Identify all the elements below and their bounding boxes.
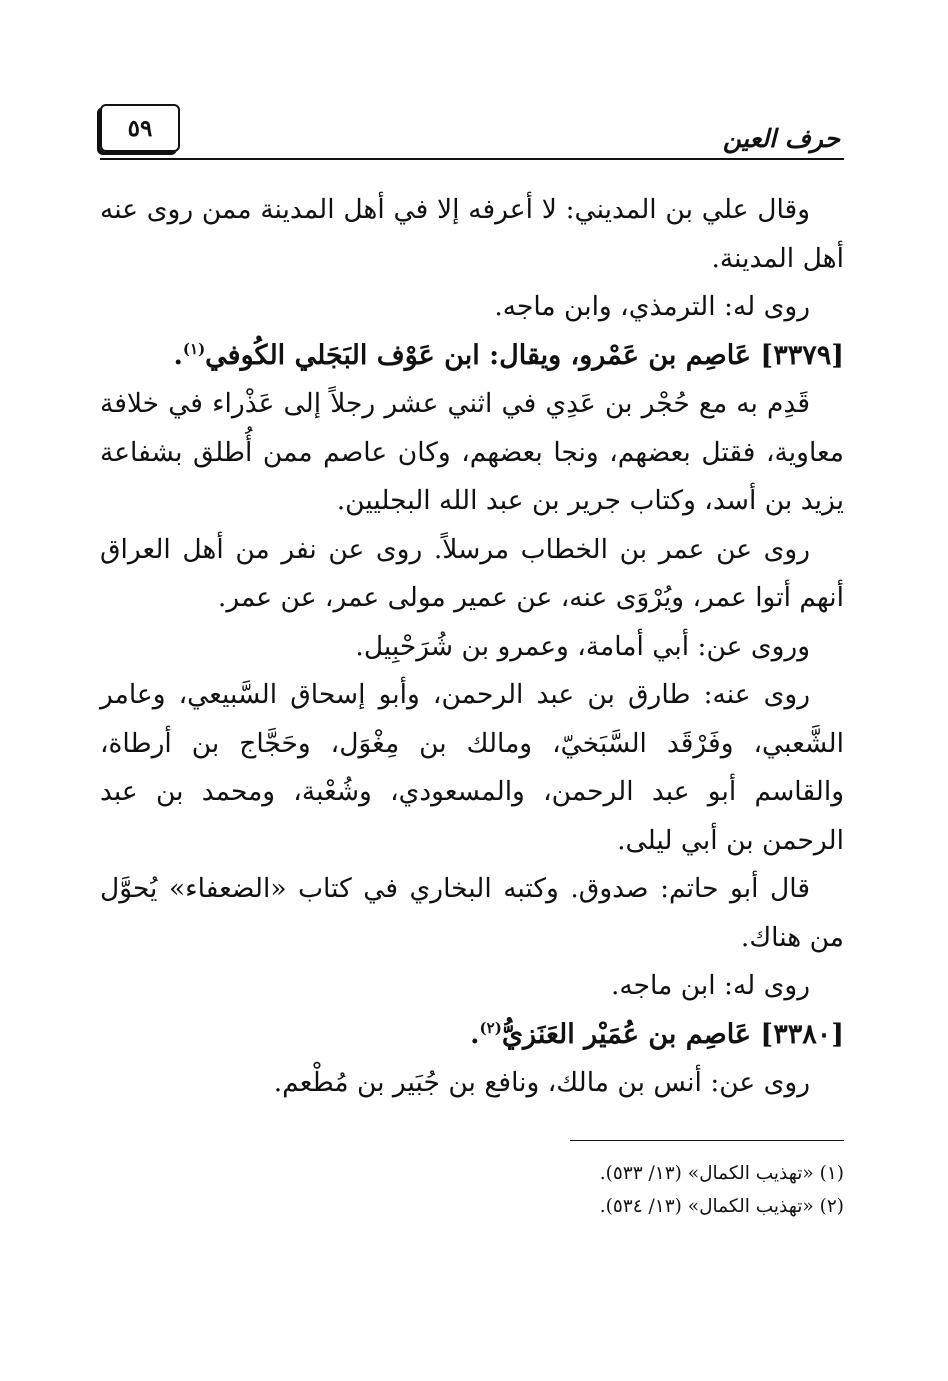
entry-heading-3379: [٣٣٧٩] عَاصِم بن عَمْرو، ويقال: ابن عَوْف البَجَلي الكُوفي$^{(١)}$. [173,339,844,371]
page-header [100,100,844,160]
entry-heading-3380: [٣٣٨٠] عَاصِم بن عُمَيْر العَنَزيُّ$^{(٢)}$. [470,1018,844,1050]
running-title: حرف العين [722,124,840,153]
entry-heading-text: [٣٣٧٩] عَاصِم بن عَمْرو، ويقال: ابن عَوْف البَجَلي الكُوفي [205,339,844,371]
book-page [100,100,844,1223]
paragraph: قَدِم به مع حُجْر بن عَدِي في اثني عشر رجلاً إلى عَذْراء في خلافة معاوية، فقتل بعضهم، ونجا بعضهم، وكان عاصم ممن أُطلق بشفاعة يزيد بن أسد، وكتاب جرير بن عبد الله البجليين. [100,388,844,516]
paragraph: روى عن عمر بن الخطاب مرسلاً. روى عن نفر من أهل العراق أنهم أتوا عمر، ويُرْوَى عنه، عن عمير مولى عمر، عن عمر. [100,533,844,613]
paragraph: قال أبو حاتم: صدوق. وكتبه البخاري في كتاب «الضعفاء» يُحوَّل من هناك. [100,873,844,953]
page-number-box [100,104,180,152]
page-body [100,186,844,1108]
paragraph: روى عنه: طارق بن عبد الرحمن، وأبو إسحاق السَّبيعي، وعامر الشَّعبي، وفَرْقَد السَّبَخيّ، ومالك بن مِغْوَل، وحَجَّاج بن أرطاة، والقاسم أبو عبد الرحمن، والمسعودي، وشُعْبة، ومحمد بن عبد الرحمن بن أبي ليلى. [100,679,844,856]
paragraph: روى له: الترمذي، وابن ماجه. [494,291,810,322]
footnote-separator [570,1140,844,1141]
footnotes [100,1140,844,1223]
footnote: (٢) «تهذيب الكمال» (١٣/ ٥٣٤). [599,1195,844,1217]
footnote-ref: (٢) [479,1018,502,1037]
paragraph: روى له: ابن ماجه. [610,970,810,1001]
paragraph: روى عن: أنس بن مالك، ونافع بن جُبَير بن مُطْعم. [273,1067,810,1098]
entry-heading-text: [٣٣٨٠] عَاصِم بن عُمَيْر العَنَزيُّ [501,1018,844,1050]
paragraph: وقال علي بن المديني: لا أعرفه إلا في أهل المدينة ممن روى عنه أهل المدينة. [100,194,844,274]
footnote-ref: (١) [182,339,206,358]
footnote: (١) «تهذيب الكمال» (١٣/ ٥٣٣). [599,1162,844,1184]
page-number: ٥٩ [127,114,153,142]
paragraph: وروى عن: أبي أمامة، وعمرو بن شُرَحْبِيل. [355,630,810,662]
